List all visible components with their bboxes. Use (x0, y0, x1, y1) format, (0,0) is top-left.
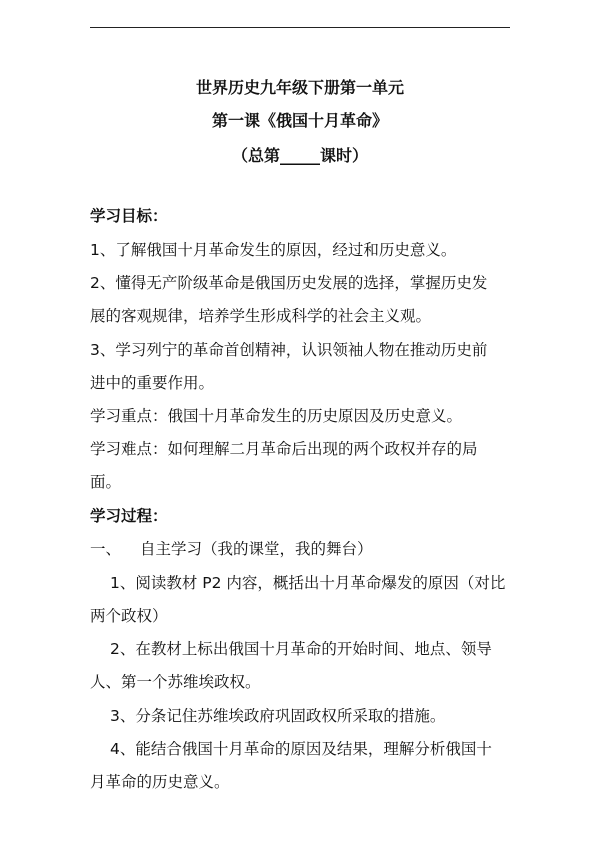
objective-line: 展的客观规律，培养学生形成科学的社会主义观。 (90, 307, 432, 325)
header-rule (90, 27, 510, 28)
task-line: 人、第一个苏维埃政权。 (90, 673, 261, 691)
period-blank: _____ (280, 146, 320, 165)
key-point-line: 学习重点：俄国十月革命发生的历史原因及历史意义。 (90, 407, 463, 425)
task-line: 4、能结合俄国十月革命的原因及结果，理解分析俄国十 (110, 740, 492, 758)
task-line: 月革命的历史意义。 (90, 773, 230, 791)
section-number: 一、 (90, 540, 122, 558)
objective-line: 3、学习列宁的革命首创精神，认识领袖人物在推动历史前 (90, 341, 488, 359)
difficulty-line: 学习难点：如何理解二月革命后出现的两个政权并存的局 (90, 440, 478, 458)
objective-line: 进中的重要作用。 (90, 374, 215, 392)
task-line: 两个政权） (90, 607, 168, 625)
objective-line: 2、懂得无产阶级革命是俄国历史发展的选择，掌握历史发 (90, 274, 488, 292)
difficulty-line: 面。 (90, 473, 122, 491)
objective-line: 1、了解俄国十月革命发生的原因，经过和历史意义。 (90, 241, 457, 259)
lesson-title: 第一课《俄国十月革命》 (211, 111, 388, 130)
section-title: 自主学习（我的课堂，我的舞台） (140, 540, 373, 558)
task-line: 3、分条记住苏维埃政府巩固政权所采取的措施。 (110, 707, 446, 725)
period-prefix: （总第 (231, 146, 280, 165)
period-suffix: 课时） (320, 146, 369, 165)
period-line (0, 146, 600, 166)
task-line: 1、阅读教材 P2 内容，概括出十月革命爆发的原因（对比 (110, 574, 506, 592)
process-heading: 学习过程： (90, 507, 168, 525)
objectives-heading: 学习目标： (90, 207, 168, 225)
task-line: 2、在教材上标出俄国十月革命的开始时间、地点、领导 (110, 640, 492, 658)
document-title: 世界历史九年级下册第一单元 (195, 78, 404, 97)
